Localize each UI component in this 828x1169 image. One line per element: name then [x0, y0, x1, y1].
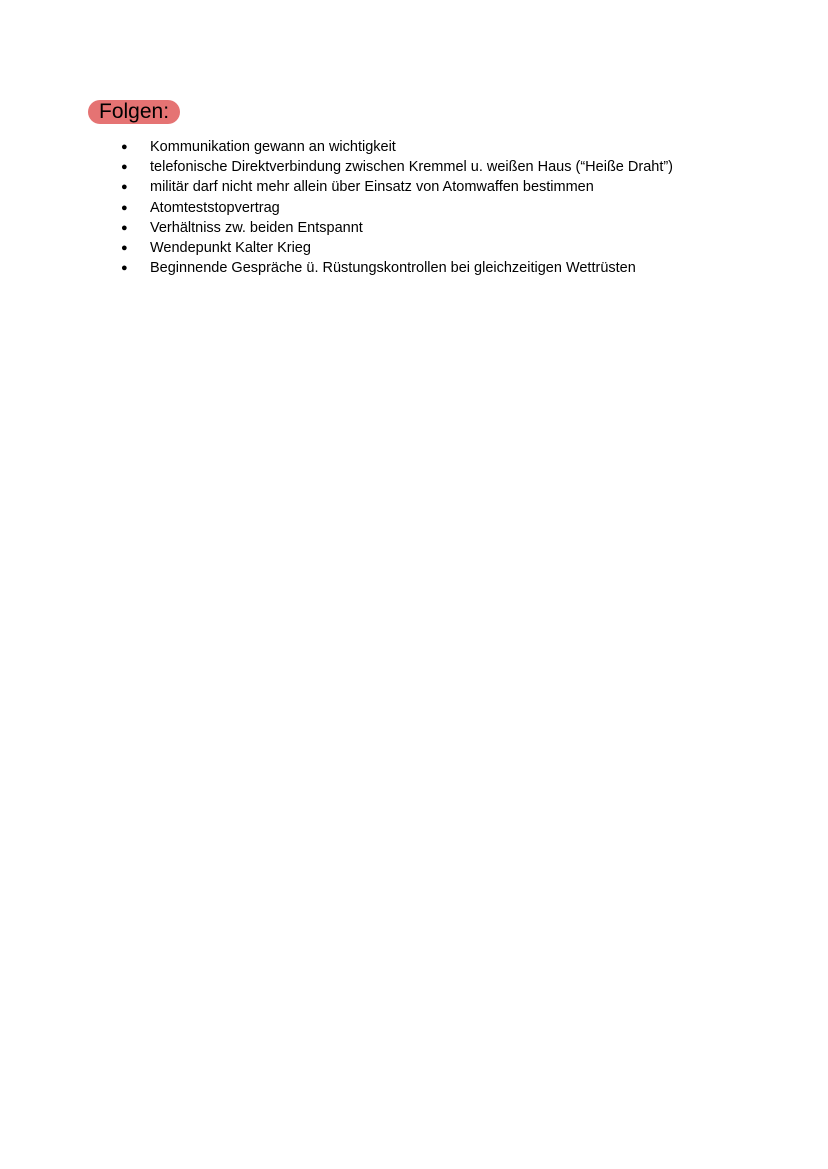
list-item-text: Wendepunkt Kalter Krieg — [150, 239, 311, 256]
list-item — [121, 258, 673, 278]
bullet-icon: ● — [121, 201, 128, 214]
bullet-icon: ● — [121, 241, 128, 254]
list-item — [121, 157, 673, 177]
list-item — [121, 137, 673, 157]
list-item — [121, 198, 673, 218]
list-item — [121, 238, 673, 258]
list-item-text: Atomteststopvertrag — [150, 199, 280, 216]
list-item-text: militär darf nicht mehr allein über Einsatz von Atomwaffen bestimmen — [150, 179, 594, 196]
bullet-icon: ● — [121, 181, 128, 194]
list-item-text: Kommunikation gewann an wichtigkeit — [150, 139, 396, 155]
list-item — [121, 177, 673, 197]
list-item — [121, 218, 673, 238]
section-heading: Folgen: — [88, 100, 180, 124]
list-item-text: Beginnende Gespräche ü. Rüstungskontrollen bei gleichzeitigen Wettrüsten — [150, 260, 636, 277]
bullet-icon: ● — [121, 161, 128, 174]
bullet-icon: ● — [121, 141, 128, 153]
list-item-text: Verhältniss zw. beiden Entspannt — [150, 219, 363, 236]
consequences-list — [121, 137, 673, 278]
section-heading-wrapper — [88, 100, 180, 124]
bullet-icon: ● — [121, 221, 128, 234]
list-item-text: telefonische Direktverbindung zwischen Kremmel u. weißen Haus (“Heiße Draht”) — [150, 159, 674, 176]
bullet-icon: ● — [121, 262, 128, 275]
